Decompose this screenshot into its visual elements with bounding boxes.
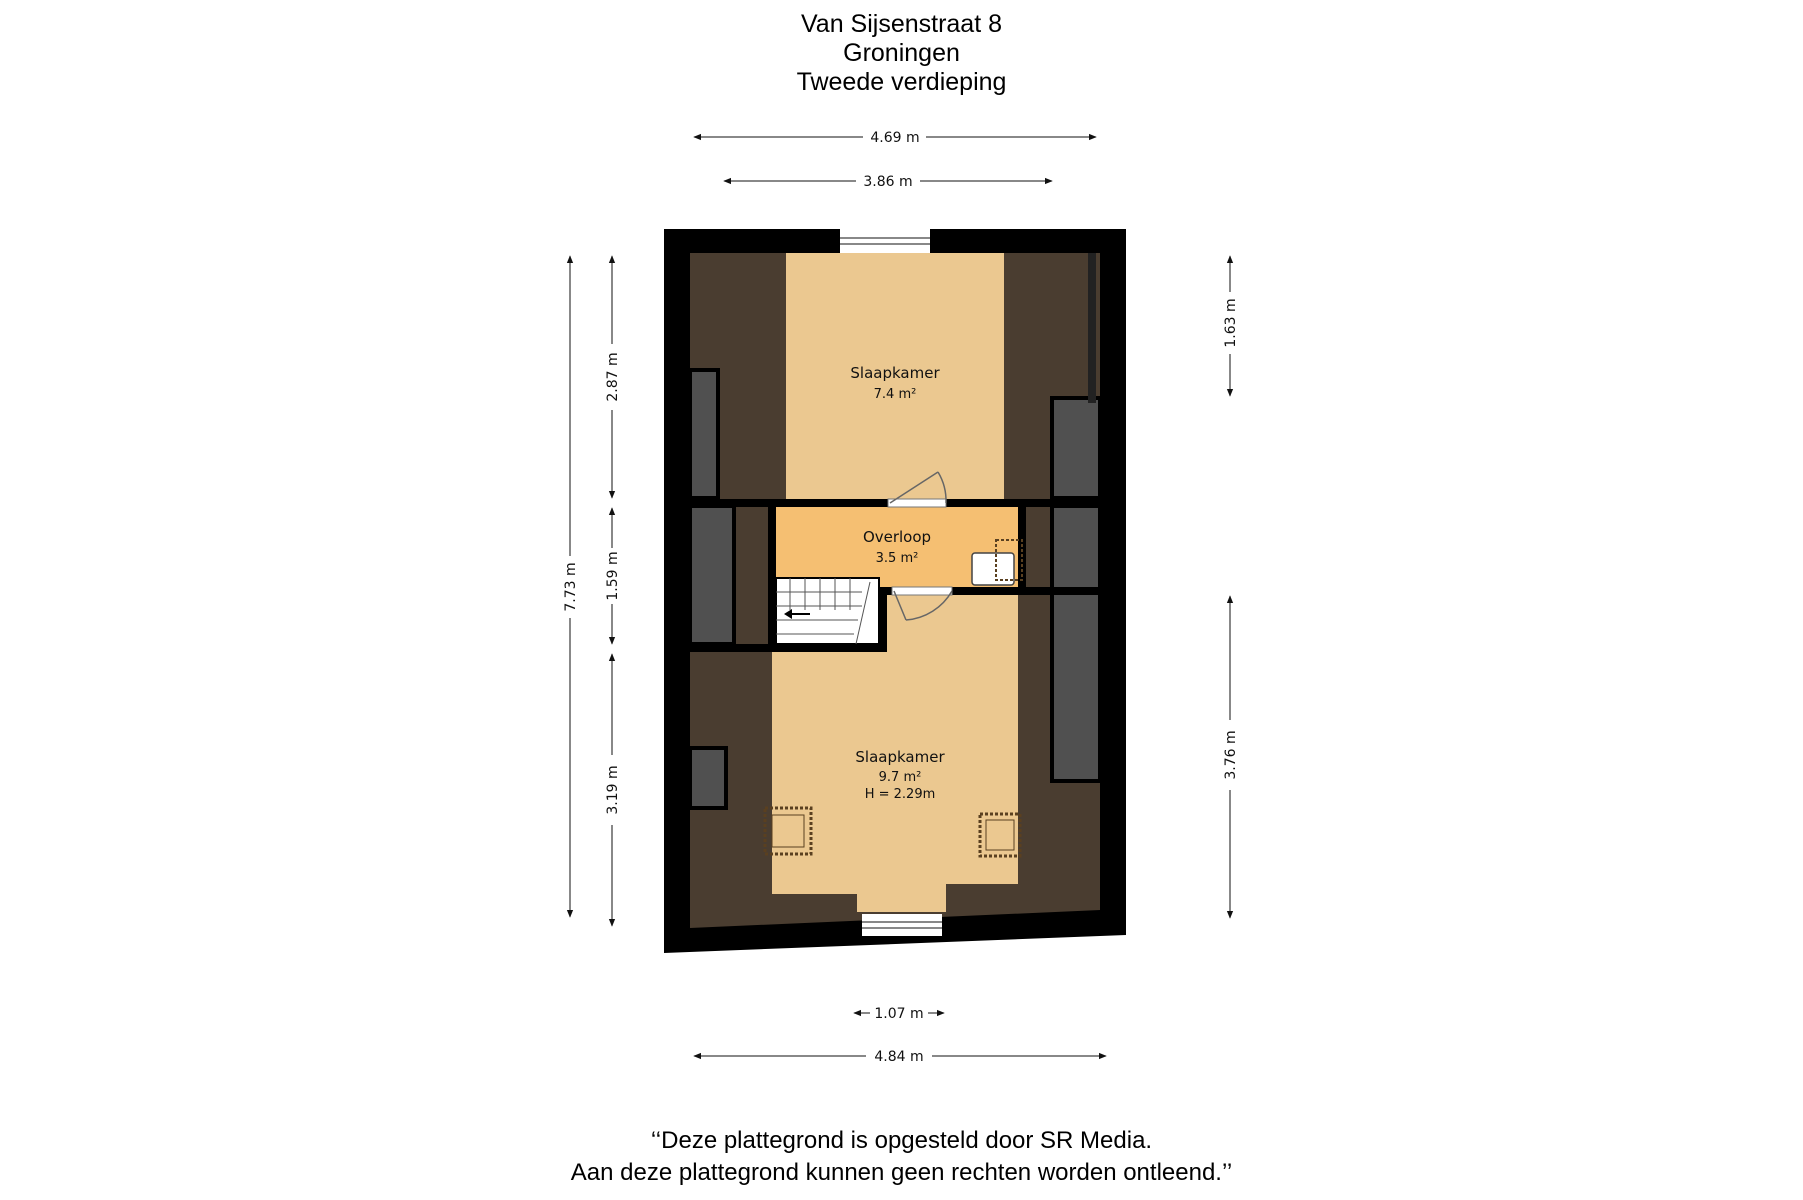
room-area-top: 7.4 m² <box>873 387 917 402</box>
right-chimney-strip <box>1088 253 1096 403</box>
staircase <box>776 578 879 644</box>
room-name-bottom: Slaapkamer <box>855 748 945 766</box>
room-area-landing: 3.5 m² <box>875 551 919 566</box>
dim-right-top-label: 1.63 m <box>1223 298 1239 348</box>
cabinet-left-lower <box>690 748 726 808</box>
city-text: Groningen <box>843 39 960 67</box>
dim-left-top <box>605 256 621 498</box>
dim-right-bottom <box>1223 596 1239 918</box>
dim-top-outer-label: 4.69 m <box>870 130 920 146</box>
room-height-bottom: H = 2.29m <box>864 787 936 802</box>
dim-left-total-label: 7.73 m <box>563 562 579 612</box>
dim-bottom-window <box>854 1006 944 1022</box>
room-name-landing: Overloop <box>862 528 932 546</box>
floor-text: Tweede verdieping <box>796 68 1007 96</box>
window-top <box>840 229 930 253</box>
dim-left-bottom <box>605 654 621 926</box>
cabinet-left-upper <box>690 370 718 498</box>
cabinet-right-lower <box>1052 506 1100 781</box>
disclaimer-line-2: Aan deze plattegrond kunnen geen rechten worden ontleend.’’ <box>570 1159 1233 1186</box>
cabinet-left-middle <box>690 506 734 644</box>
wall-stair-right <box>879 587 887 652</box>
wall-bottom-horizontal <box>690 644 886 652</box>
dim-bottom-outer-label: 4.84 m <box>874 1049 924 1065</box>
address-text: Van Sijsenstraat 8 <box>800 10 1003 38</box>
dim-bottom-window-label: 1.07 m <box>874 1006 924 1022</box>
dim-left-bottom-label: 3.19 m <box>605 765 621 815</box>
room-area-bottom: 9.7 m² <box>878 770 922 785</box>
wall-landing-left <box>768 499 776 652</box>
dim-left-middle-label: 1.59 m <box>605 551 621 601</box>
disclaimer <box>0 1125 1803 1189</box>
dim-top-inner-label: 3.86 m <box>863 174 913 190</box>
dim-left-middle <box>605 508 621 644</box>
dim-bottom-outer <box>694 1049 1106 1065</box>
cabinet-right-upper <box>1052 398 1100 498</box>
dim-left-top-label: 2.87 m <box>605 352 621 402</box>
dim-right-bottom-label: 3.76 m <box>1223 730 1239 780</box>
dim-right-top <box>1223 256 1239 396</box>
window-bottom <box>862 914 942 936</box>
dim-top-outer <box>694 130 1096 146</box>
dim-top-inner <box>724 174 1052 190</box>
dim-left-total <box>563 256 579 917</box>
disclaimer-line-1: ‘‘Deze plattegrond is opgesteld door SR Media. <box>650 1127 1153 1154</box>
room-name-top: Slaapkamer <box>850 364 940 382</box>
